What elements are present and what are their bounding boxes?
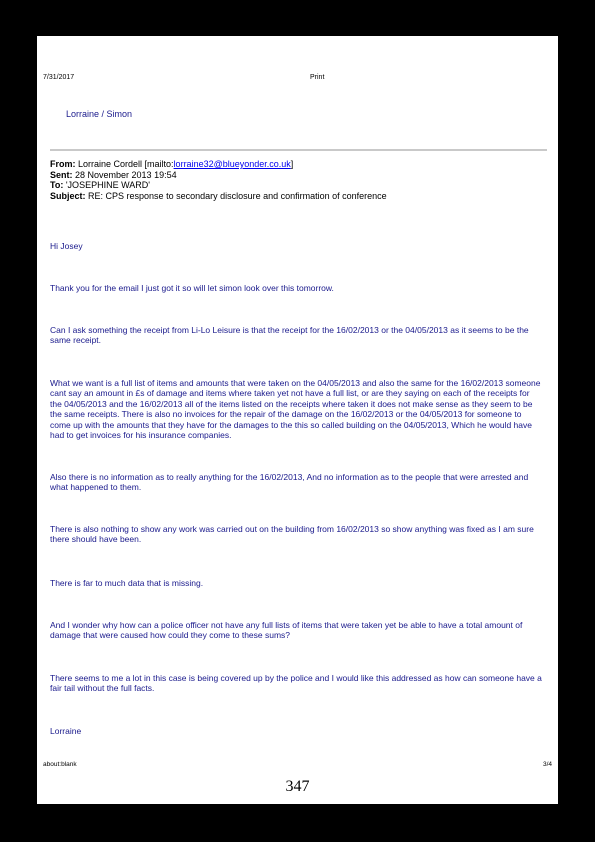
to-label: To:: [50, 180, 64, 190]
from-row: [50, 159, 545, 170]
to-row: [50, 180, 545, 191]
to-value: 'JOSEPHINE WARD': [65, 180, 150, 190]
sent-row: [50, 170, 545, 181]
paragraph-5: There is also nothing to show any work was carried out on the building from 16/02/2013 so show anything was fixed as I am sure there should have been.: [50, 524, 534, 545]
header-divider: [50, 149, 547, 151]
sent-value: 28 November 2013 19:54: [75, 169, 177, 180]
paragraph-1: Thank you for the email I just got it so will let simon look over this tomorrow.: [50, 283, 334, 293]
paragraph-8: There seems to me a lot in this case is being covered up by the police and I would like this addressed as how can someone have a fair tail without the full facts.: [50, 673, 542, 694]
from-email-link[interactable]: lorraine32@blueyonder.co.uk: [173, 159, 291, 169]
page-number-stamp: 347: [285, 778, 310, 795]
paragraph-3: What we want is a full list of items and amounts that were taken on the 04/05/2013 and also the same for the 16/02/2013 someone cant say an amount in £s of damage and items where taken yet not have a full list, or are they saying on each of the receipts for the 04/05/2013 and the 16/02/2013 all of the items listed on the receipts where taken it does not make sense as they seem to be the same receipts. There is also no invoices for the repair of the damage on the 16/02/2013 or the 04/05/2013 for someone to come up with the amounts that they have for the damages to the this so called building on the 04/05/2013, Which he would have had to get invoices for his insurance companies.: [50, 378, 541, 441]
paragraph-2: Can I ask something the receipt from Li-Lo Leisure is that the receipt for the 16/02/2013 or the 04/05/2013 as it seems to be the same receipt.: [50, 325, 529, 346]
top-salutation: Lorraine / Simon: [66, 109, 133, 119]
footer-page-count: 3/4: [542, 761, 552, 768]
paragraph-6: There is far to much data that is missing.: [50, 578, 204, 588]
subject-row: [50, 191, 545, 202]
signoff: Lorraine: [50, 726, 82, 736]
subject-label: Subject:: [50, 190, 86, 201]
paragraph-7: And I wonder why how can a police officer not have any full lists of items that were taken yet be able to have a total amount of damage that were caused how could they come to these sums?: [50, 620, 523, 641]
from-label: From:: [50, 159, 76, 169]
from-close: ]: [290, 159, 294, 169]
subject-value: RE: CPS response to secondary disclosure and confirmation of conference: [88, 190, 387, 201]
print-date: 7/31/2017: [43, 74, 75, 81]
footer-url: about:blank: [43, 761, 77, 768]
email-meta: [50, 159, 545, 201]
from-name: Lorraine Cordell [mailto:: [78, 159, 174, 169]
paragraph-4: Also there is no information as to really anything for the 16/02/2013, And no information as to the people that were arrested and what happened to them.: [50, 472, 529, 493]
sent-label: Sent:: [50, 169, 73, 180]
document-page: [37, 36, 558, 804]
print-header-title: Print: [310, 74, 325, 81]
greeting: Hi Josey: [50, 241, 83, 251]
